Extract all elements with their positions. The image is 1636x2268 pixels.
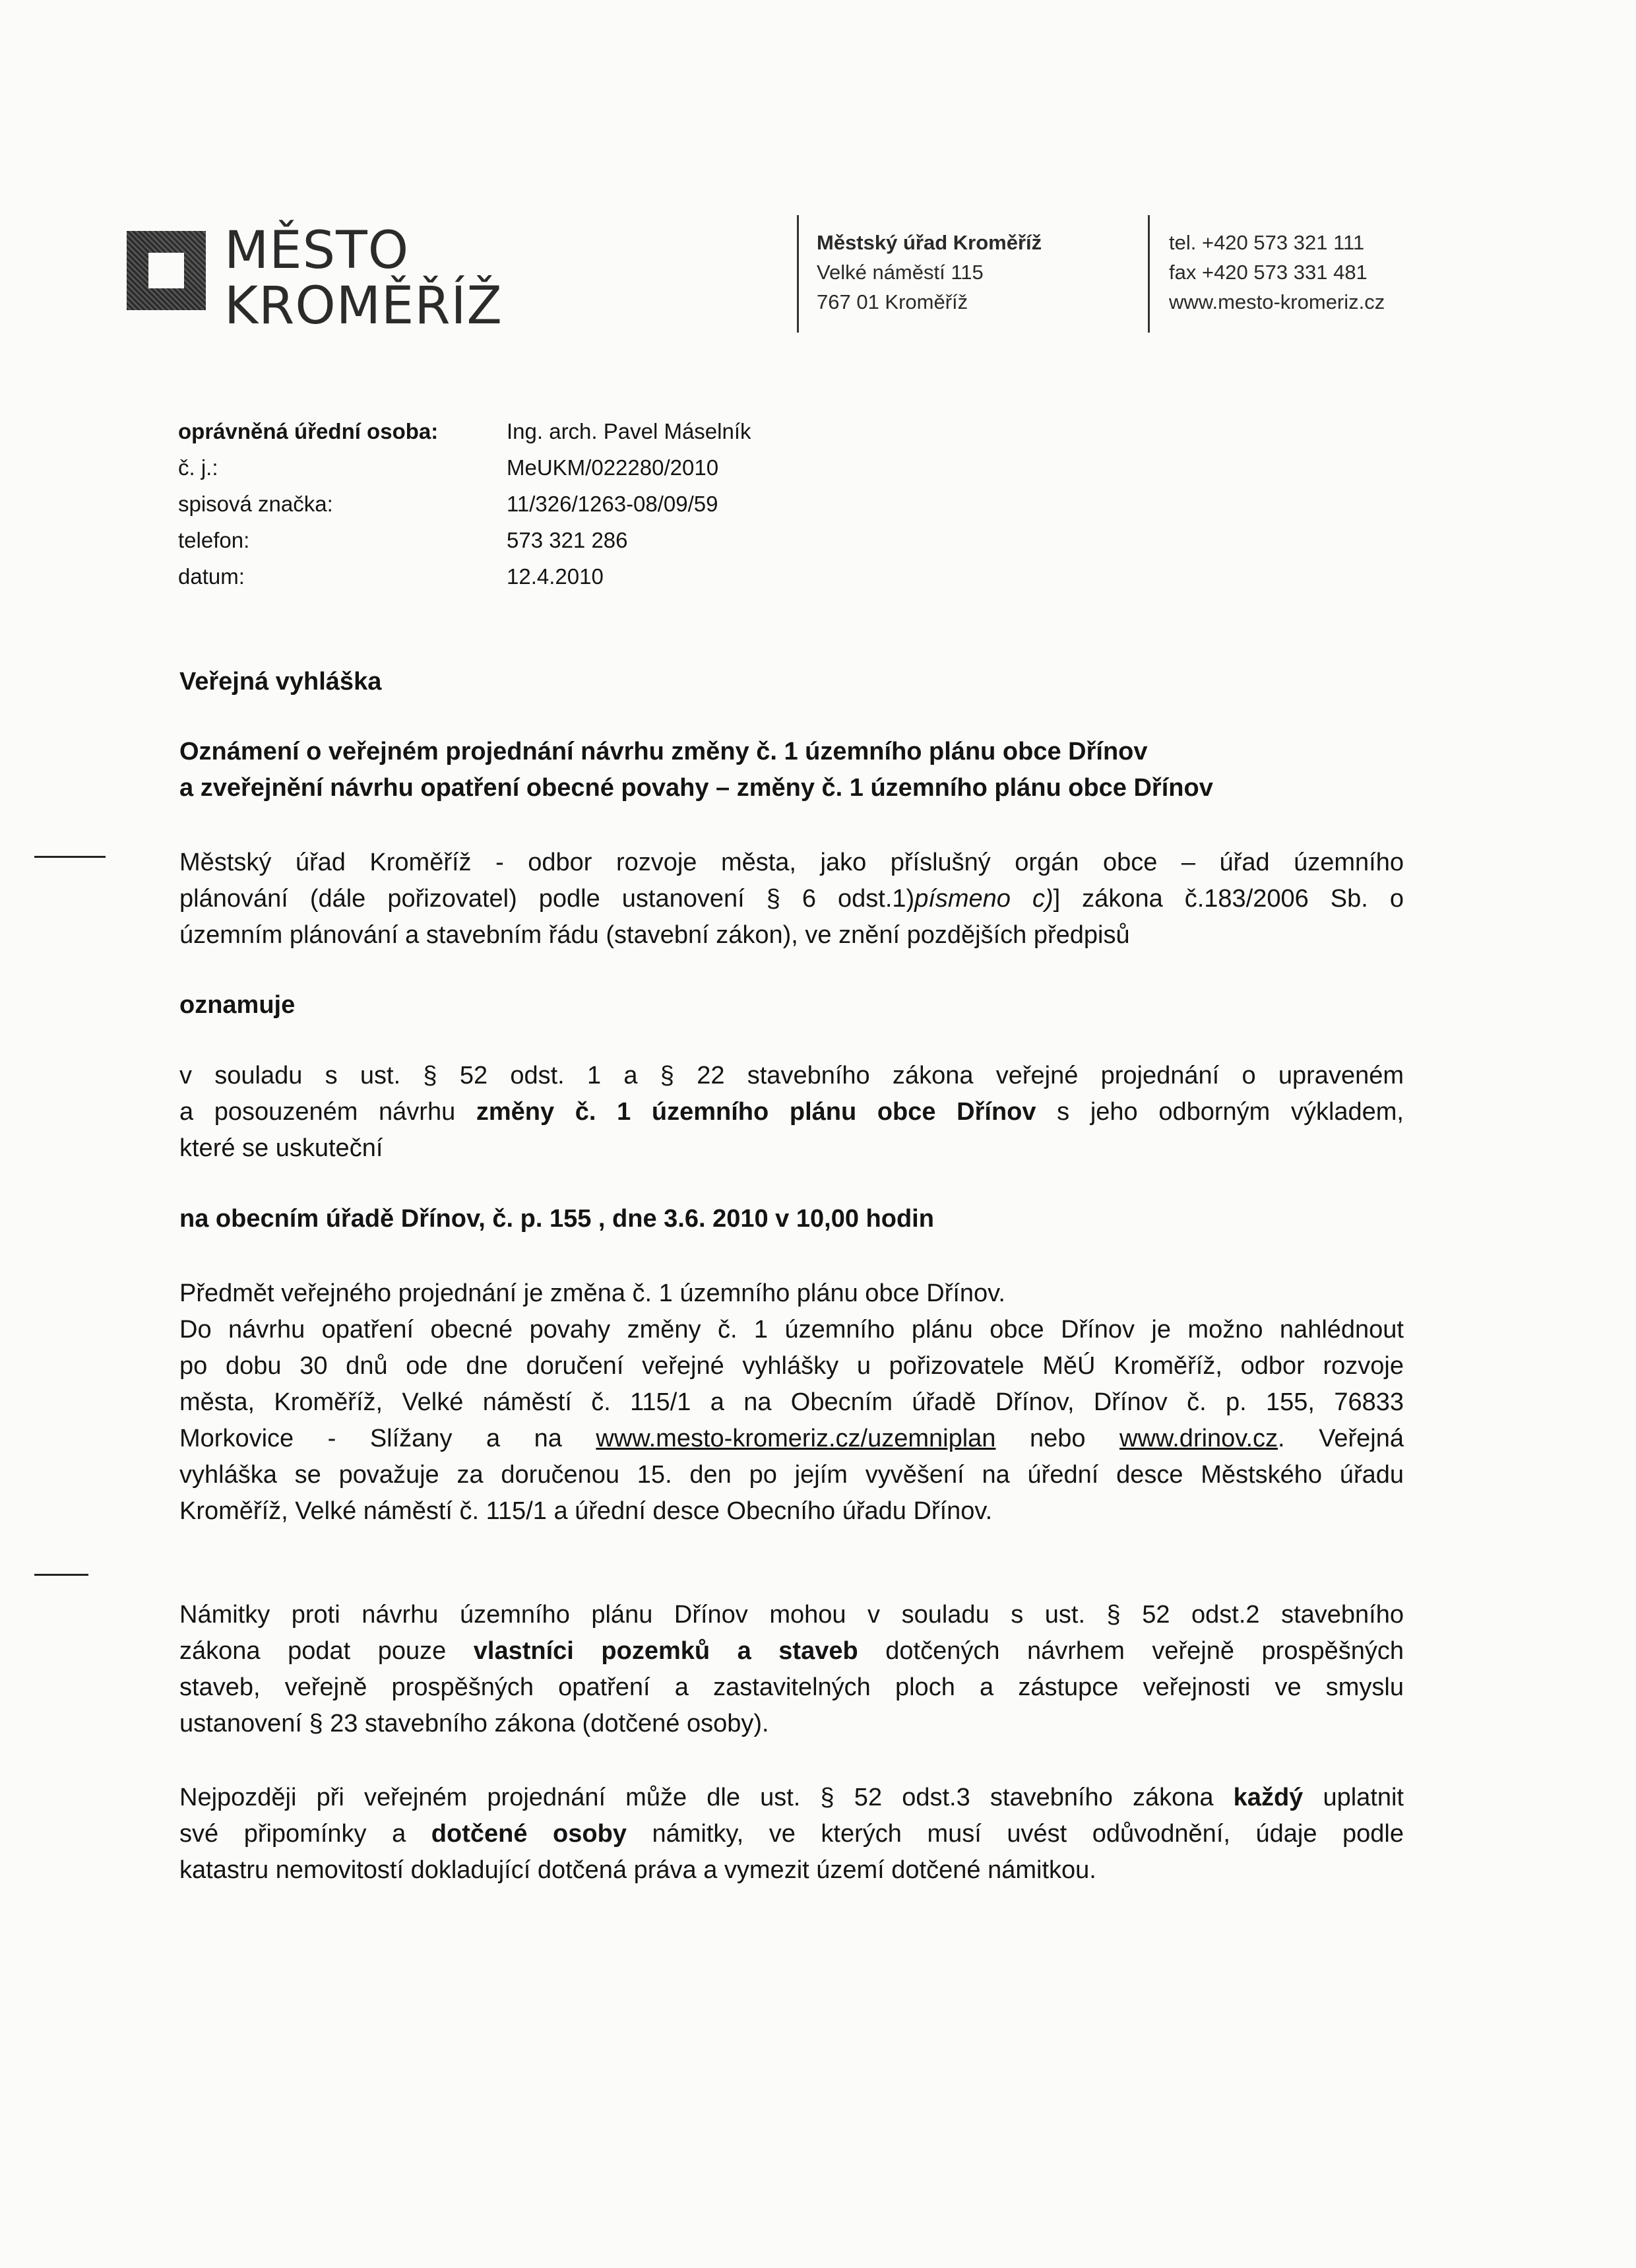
office-address <box>817 228 1042 317</box>
text-line: Předmět veřejného projednání je změna č. 1 územního plánu obce Dřínov. <box>179 1280 1005 1307</box>
meta-row <box>178 564 1102 600</box>
text-line: ustanovení § 23 stavebního zákona (dotčené osoby). <box>179 1710 769 1737</box>
logo-line-2: KROMĚŘÍŽ <box>224 276 503 336</box>
office-website: www.mesto-kromeriz.cz <box>1169 290 1385 313</box>
text-line: zákona podat pouze vlastníci pozemků a staveb dotčených návrhem veřejně prospěšných <box>179 1637 1404 1665</box>
meta-value: Ing. arch. Pavel Máselník <box>507 419 751 443</box>
meta-value: 12.4.2010 <box>507 564 604 589</box>
text-line: katastru nemovitostí dokladující dotčená práva a vymezit území dotčené námitkou. <box>179 1856 1096 1884</box>
meta-row <box>178 455 1102 492</box>
document-title: Veřejná vyhláška <box>179 668 382 696</box>
meta-label: č. j.: <box>178 455 218 480</box>
text-line: a posouzeném návrhu změny č. 1 územního plánu obce Dřínov s jeho odborným výkladem, <box>179 1098 1404 1126</box>
office-city: 767 01 Kroměříž <box>817 290 968 313</box>
office-contact <box>1169 228 1385 317</box>
text-line: Kroměříž, Velké náměstí č. 115/1 a úřední desce Obecního úřadu Dřínov. <box>179 1497 993 1525</box>
fold-mark <box>34 1574 88 1576</box>
header-divider <box>1148 215 1150 333</box>
subject-line-2: a zveřejnění návrhu opatření obecné povahy – změny č. 1 územního plánu obce Dřínov <box>179 774 1213 802</box>
venue-line: na obecním úřadě Dřínov, č. p. 155 , dne 3.6. 2010 v 10,00 hodin <box>179 1205 934 1233</box>
meta-label: datum: <box>178 564 245 589</box>
meta-value: MeUKM/022280/2010 <box>507 455 719 480</box>
fold-mark <box>34 856 106 858</box>
text-line: Morkovice - Slížany a na www.mesto-kromeriz.cz/uzemniplan nebo www.drinov.cz. Veřejná <box>179 1425 1404 1452</box>
link-drinov[interactable]: www.drinov.cz <box>1119 1425 1278 1452</box>
text-line: Námitky proti návrhu územního plánu Dřínov mohou v souladu s ust. § 52 odst.2 stavebního <box>179 1601 1404 1629</box>
text-line: Městský úřad Kroměříž - odbor rozvoje města, jako příslušný orgán obce – úřad územního <box>179 849 1404 876</box>
text-line: Nejpozději při veřejném projednání může dle ust. § 52 odst.3 stavebního zákona každý uplatnit <box>179 1784 1404 1811</box>
announces-heading: oznamuje <box>179 991 296 1019</box>
city-logo-emblem <box>127 231 206 310</box>
hearing-paragraph <box>179 1058 1404 1167</box>
text-line: po dobu 30 dnů ode dne doručení veřejné vyhlášky u pořizovatele MěÚ Kroměříž, odbor rozvoje <box>179 1352 1404 1380</box>
office-name: Městský úřad Kroměříž <box>817 231 1042 254</box>
meta-label: spisová značka: <box>178 492 333 516</box>
meta-value: 573 321 286 <box>507 528 628 552</box>
text-line: staveb, veřejně prospěšných opatření a zastavitelných ploch a zástupce veřejnosti ve smyslu <box>179 1673 1404 1701</box>
meta-label: oprávněná úřední osoba: <box>178 419 439 443</box>
text-line: plánování (dále pořizovatel) podle ustanovení § 6 odst.1)písmeno c)] zákona č.183/2006 Sb. o <box>179 885 1404 913</box>
text-line: které se uskuteční <box>179 1134 383 1162</box>
text-line: Do návrhu opatření obecné povahy změny č. 1 územního plánu obce Dřínov je možno nahlédnout <box>179 1316 1404 1344</box>
text-line: územním plánování a stavebním řádu (stavební zákon), ve znění pozdějších předpisů <box>179 921 1130 949</box>
link-mesto-kromeriz[interactable]: www.mesto-kromeriz.cz/uzemniplan <box>596 1425 996 1452</box>
text-line: vyhláška se považuje za doručenou 15. den po jejím vyvěšení na úřední desce Městského úřadu <box>179 1461 1404 1489</box>
meta-row <box>178 492 1102 528</box>
meta-row <box>178 419 1102 455</box>
city-logo-text <box>224 223 503 334</box>
office-fax: fax +420 573 331 481 <box>1169 261 1368 284</box>
header-divider <box>797 215 799 333</box>
text-line: své připomínky a dotčené osoby námitky, ve kterých musí uvést odůvodnění, údaje podle <box>179 1820 1404 1848</box>
text-line: v souladu s ust. § 52 odst. 1 a § 22 stavebního zákona veřejné projednání o upraveném <box>179 1062 1404 1089</box>
logo-line-1: MĚSTO <box>224 221 410 280</box>
text-line: města, Kroměříž, Velké náměstí č. 115/1 a na Obecním úřadě Dřínov, Dřínov č. p. 155, 76833 <box>179 1388 1404 1416</box>
subject-line-1: Oznámení o veřejném projednání návrhu změny č. 1 územního plánu obce Dřínov <box>179 738 1148 765</box>
meta-label: telefon: <box>178 528 250 552</box>
meta-row <box>178 528 1102 564</box>
objections-paragraph <box>179 1597 1404 1742</box>
office-phone: tel. +420 573 321 111 <box>1169 231 1365 254</box>
meta-value: 11/326/1263-08/09/59 <box>507 492 718 516</box>
office-street: Velké náměstí 115 <box>817 261 984 284</box>
intro-paragraph <box>179 845 1404 954</box>
comments-paragraph <box>179 1780 1404 1889</box>
inspection-paragraph <box>179 1276 1404 1530</box>
